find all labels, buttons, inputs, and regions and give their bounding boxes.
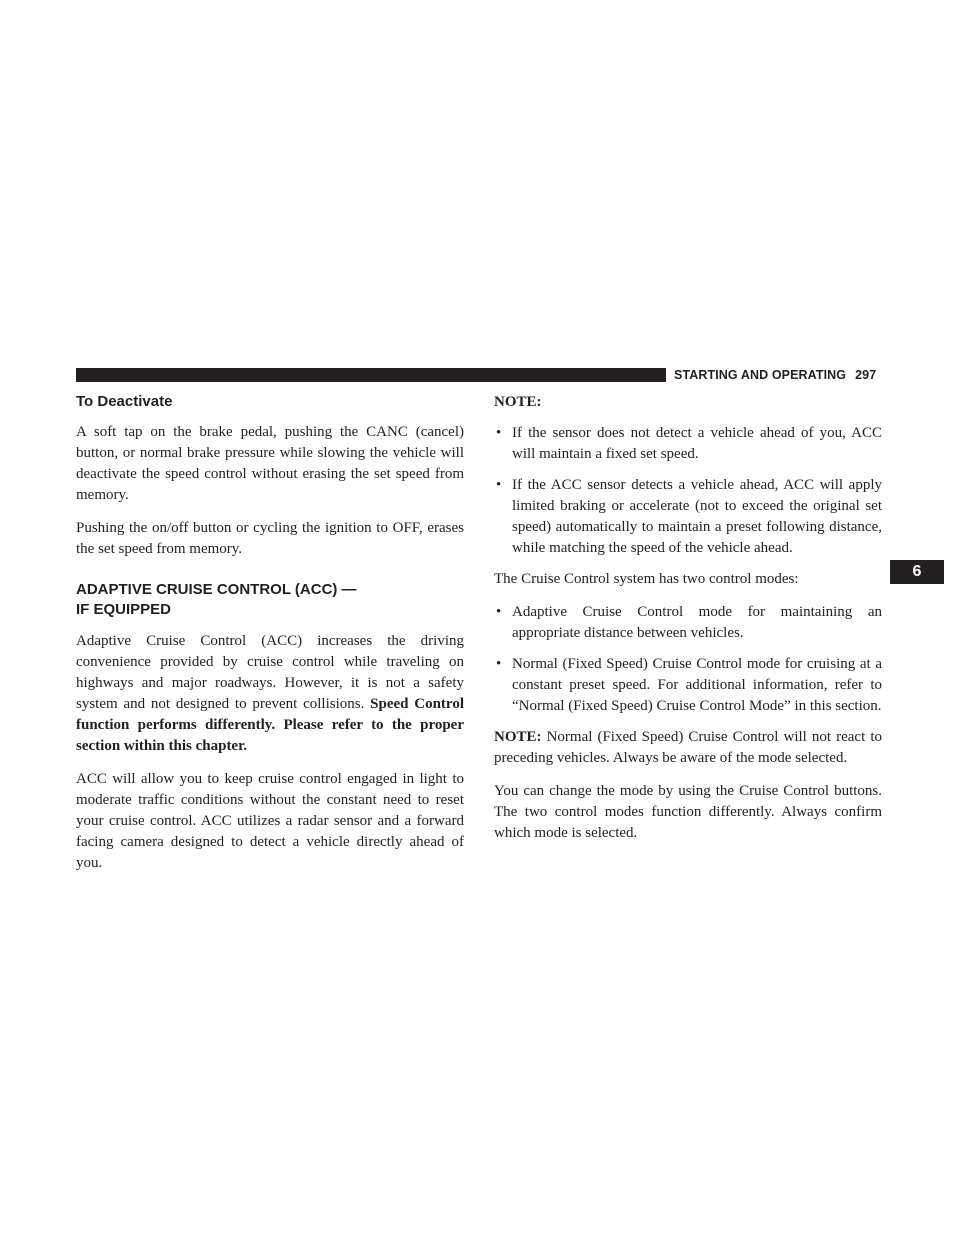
deactivate-paragraph-2: Pushing the on/off button or cycling the ignition to OFF, erases the set speed from memory. [76, 520, 464, 557]
acc-heading [76, 580, 464, 620]
note-label: NOTE: [494, 394, 542, 410]
acc-heading-line-1: ADAPTIVE CRUISE CONTROL (ACC) — [76, 581, 357, 598]
deactivate-heading: To Deactivate [76, 393, 173, 410]
note-2-text: Normal (Fixed Speed) Cruise Control will not react to preceding vehicles. Always be aware of the mode selected. [494, 729, 882, 766]
change-mode-paragraph: You can change the mode by using the Cruise Control buttons. The two control modes function differently. Always confirm which mode is selected. [494, 783, 882, 841]
section-title: STARTING AND OPERATING [674, 368, 847, 382]
acc-paragraph-1-bold: Speed Control function performs differently. Please refer to the proper section within this chapter. [76, 696, 464, 754]
note-bullet-1: • If the sensor does not detect a vehicle ahead of you, ACC will maintain a fixed set speed. [494, 423, 882, 465]
mode-bullet-2: • Normal (Fixed Speed) Cruise Control mode for cruising at a constant preset speed. For additional information, refer to “Normal (Fixed Speed) Cruise Control Mode” in this section. [494, 654, 882, 717]
right-column [494, 392, 882, 856]
acc-paragraph-1-text: Adaptive Cruise Control (ACC) increases the driving convenience provided by cruise control while traveling on highways and major roadways. However, it is not a safety system and not designed to prevent collisions. [76, 633, 464, 712]
left-column [76, 392, 464, 886]
deactivate-paragraph-1: A soft tap on the brake pedal, pushing the CANC (cancel) button, or normal brake pressure while slowing the vehicle will deactivate the speed control without erasing the set speed from memory. [76, 424, 464, 503]
mode-bullet-1: • Adaptive Cruise Control mode for maintaining an appropriate distance between vehicles. [494, 602, 882, 644]
note-2-label: NOTE: [494, 729, 542, 745]
header-rule [76, 368, 666, 382]
page-number: 297 [855, 368, 877, 382]
note-bullet-2: • If the ACC sensor detects a vehicle ahead, ACC will apply limited braking or accelerate (not to exceed the original set speed) automatically to maintain a preset following distance, while matching the speed of the vehicle ahead. [494, 475, 882, 559]
modes-intro: The Cruise Control system has two control modes: [494, 571, 799, 587]
chapter-tab: 6 [890, 560, 944, 584]
mode-bullet-list [494, 602, 882, 717]
note-bullet-list [494, 423, 882, 559]
note-2-paragraph [494, 727, 882, 769]
acc-paragraph-1 [76, 631, 464, 757]
acc-paragraph-2: ACC will allow you to keep cruise control engaged in light to moderate traffic conditions without the constant need to reset your cruise control. ACC utilizes a radar sensor and a forward facing camera designed to detect a vehicle directly ahead of you. [76, 771, 464, 871]
running-header [674, 366, 876, 384]
acc-heading-line-2: IF EQUIPPED [76, 601, 172, 618]
